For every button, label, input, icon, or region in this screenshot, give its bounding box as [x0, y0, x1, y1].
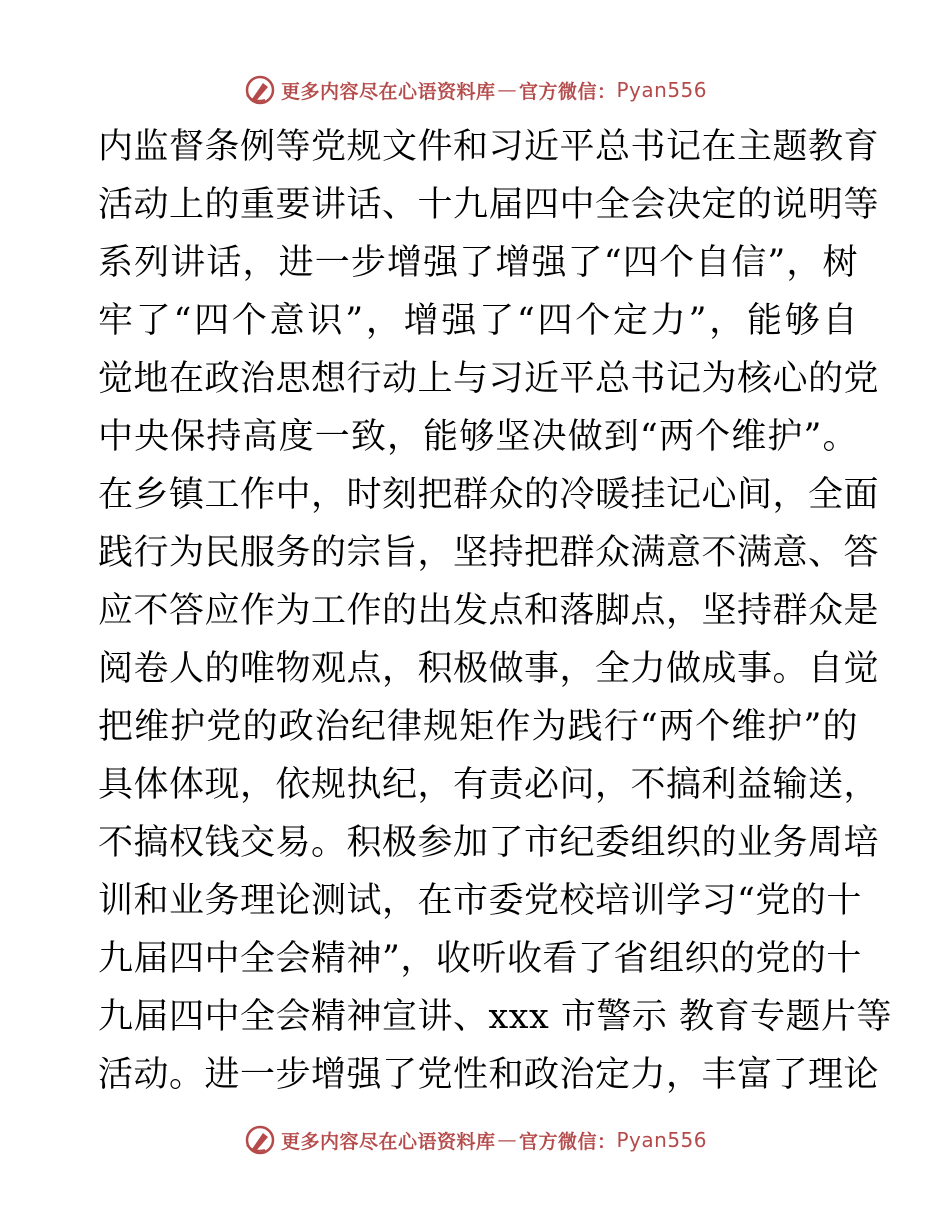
body-line: 阅卷人的唯物观点，积极做事，全力做成事。自觉 — [98, 649, 880, 689]
body-line: 应不答应作为工作的出发点和落脚点，坚持群众是 — [98, 591, 880, 631]
body-line: 把维护党的政治纪律规矩作为践行“两个维护”的 — [98, 707, 858, 747]
body-line: 九届四中全会精神”，收听收看了省组织的党的十 — [98, 939, 862, 979]
header-banner-dash: — — [497, 79, 517, 101]
footer-banner-wechat-label: 官方微信： — [518, 1130, 617, 1153]
body-line: 九届四中全会精神宣讲、xxx 市警示 教育专题片等 — [98, 997, 892, 1037]
pen-nib-logo-icon — [243, 1123, 277, 1157]
body-line: 活动。进一步增强了党性和政治定力，丰富了理论 — [98, 1055, 880, 1095]
header-banner-wechat-label: 官方微信： — [518, 80, 617, 103]
body-line: 活动上的重要讲话、十九届四中全会决定的说明等 — [98, 185, 880, 225]
body-line: 践行为民服务的宗旨，坚持把群众满意不满意、答 — [98, 533, 880, 573]
body-line: 中央保持高度一致，能够坚决做到“两个维护”。 — [98, 417, 858, 457]
body-line: 不搞权钱交易。积极参加了市纪委组织的业务周培 — [98, 823, 880, 863]
footer-banner-wechat-id: Pyan556 — [616, 1128, 708, 1152]
footer-banner-dash: — — [497, 1129, 517, 1151]
footer-banner-main-text: 更多内容尽在心语资料库 — [280, 1130, 496, 1153]
header-banner — [0, 70, 950, 110]
body-line: 牢了“四个意识”，增强了“四个定力”，能够自 — [98, 301, 858, 341]
body-line: 具体体现，依规执纪，有责必问，不搞利益输送， — [98, 765, 880, 805]
body-line: 系列讲话，进一步增强了增强了“四个自信”，树 — [98, 243, 858, 283]
body-line: 觉地在政治思想行动上与习近平总书记为核心的党 — [98, 359, 880, 399]
header-banner-wechat-id: Pyan556 — [616, 78, 708, 102]
body-text — [98, 118, 892, 1104]
body-line: 内监督条例等党规文件和习近平总书记在主题教育 — [98, 127, 880, 167]
pen-nib-logo-icon — [243, 73, 277, 107]
body-line: 训和业务理论测试，在市委党校培训学习“党的十 — [98, 881, 862, 921]
footer-banner — [0, 1120, 950, 1160]
header-banner-main-text: 更多内容尽在心语资料库 — [280, 80, 496, 103]
body-line: 在乡镇工作中，时刻把群众的冷暖挂记心间，全面 — [98, 475, 880, 515]
